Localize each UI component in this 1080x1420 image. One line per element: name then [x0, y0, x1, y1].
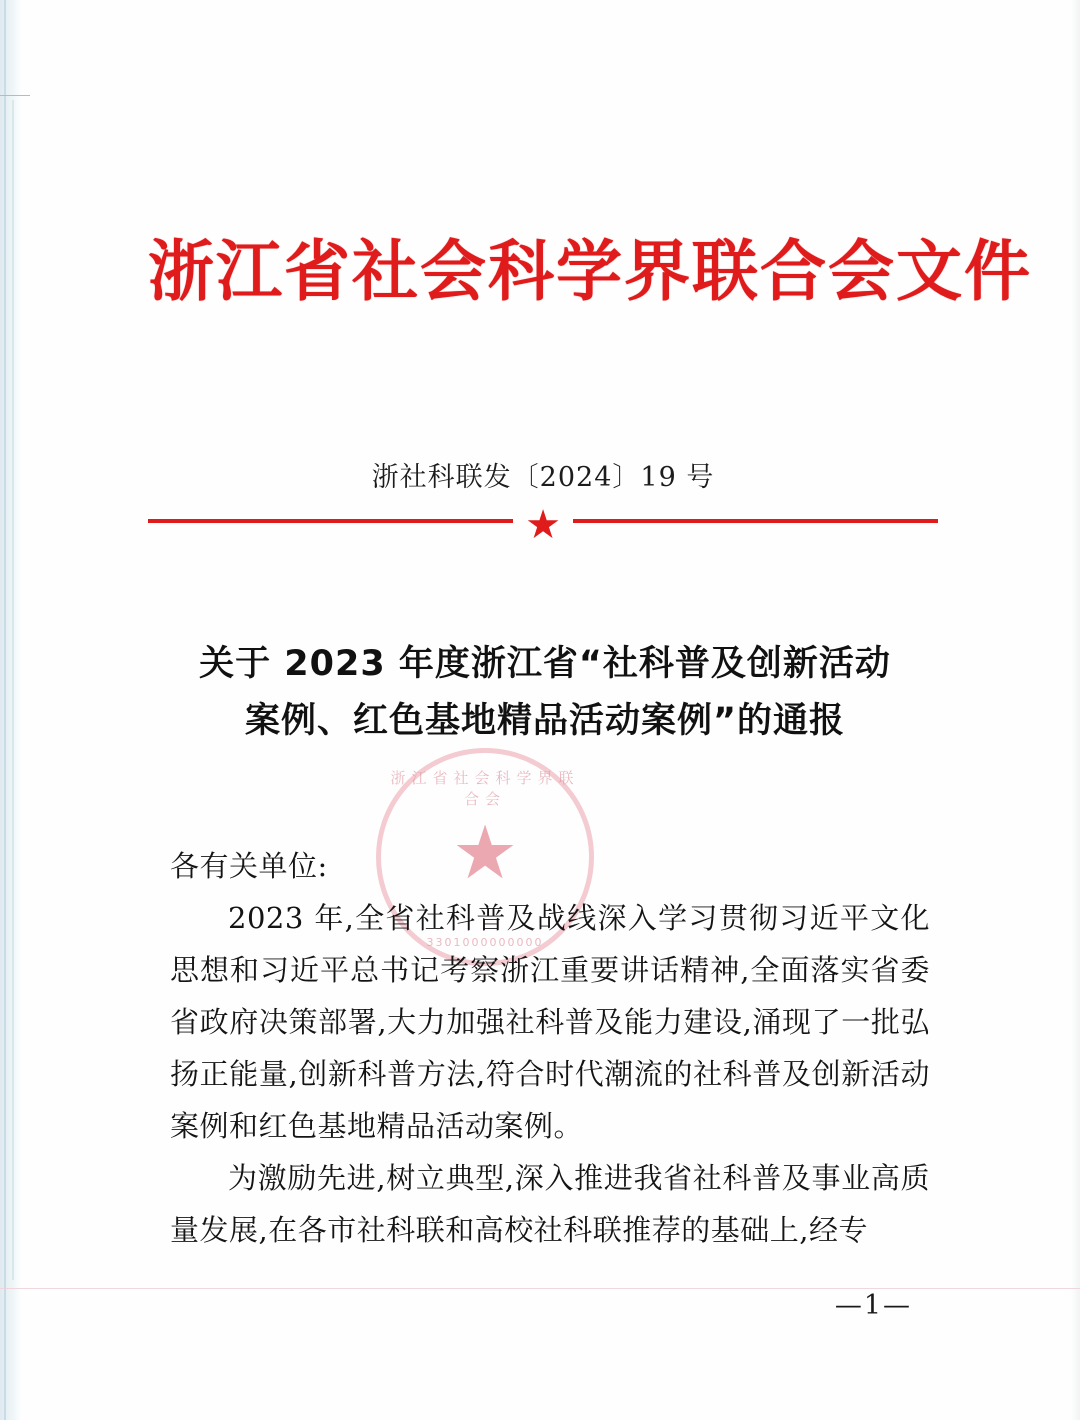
red-rule-right [573, 519, 938, 523]
document-body [170, 840, 930, 1256]
masthead-title: 浙江省社会科学界联合会文件 [148, 233, 1032, 310]
scan-artifact-line-top [0, 95, 30, 96]
red-rule-left [148, 519, 513, 523]
seal-bottom-text: 3301000000000 [426, 936, 544, 949]
seal-star-icon: ★ [451, 813, 519, 896]
seal-top-text: 浙江省社会科学界联合会 [390, 769, 580, 808]
body-paragraph-1: 2023 年,全省社科普及战线深入学习贯彻习近平文化思想和习近平总书记考察浙江重要讲话精神,全面落实省委省政府决策部署,大力加强社科普及能力建设,涌现了一批弘扬正能量,创新科普方法,符合时代潮流的社科普及创新活动案例和红色基地精品活动案例。 [170, 901, 930, 1143]
red-separator-rule [148, 502, 938, 547]
scan-edge-right [1070, 0, 1080, 1420]
page-title-line-1: 关于 2023 年度浙江省“社科普及创新活动 [199, 644, 891, 684]
salutation: 各有关单位: [170, 849, 328, 883]
document-number: 浙社科联发〔2024〕19 号 [371, 462, 715, 493]
red-star-icon: ★ [525, 502, 561, 547]
scan-edge-left [0, 0, 22, 1420]
page-title-line-2: 案例、红色基地精品活动案例”的通报 [244, 700, 845, 741]
body-paragraph-2: 为激励先进,树立典型,深入推进我省社科普及事业高质量发展,在各市社科联和高校社科联推荐的基础上,经专 [170, 1161, 930, 1247]
document-content [148, 0, 1032, 1420]
page-title [162, 636, 928, 749]
page-number: —1— [834, 1290, 912, 1321]
